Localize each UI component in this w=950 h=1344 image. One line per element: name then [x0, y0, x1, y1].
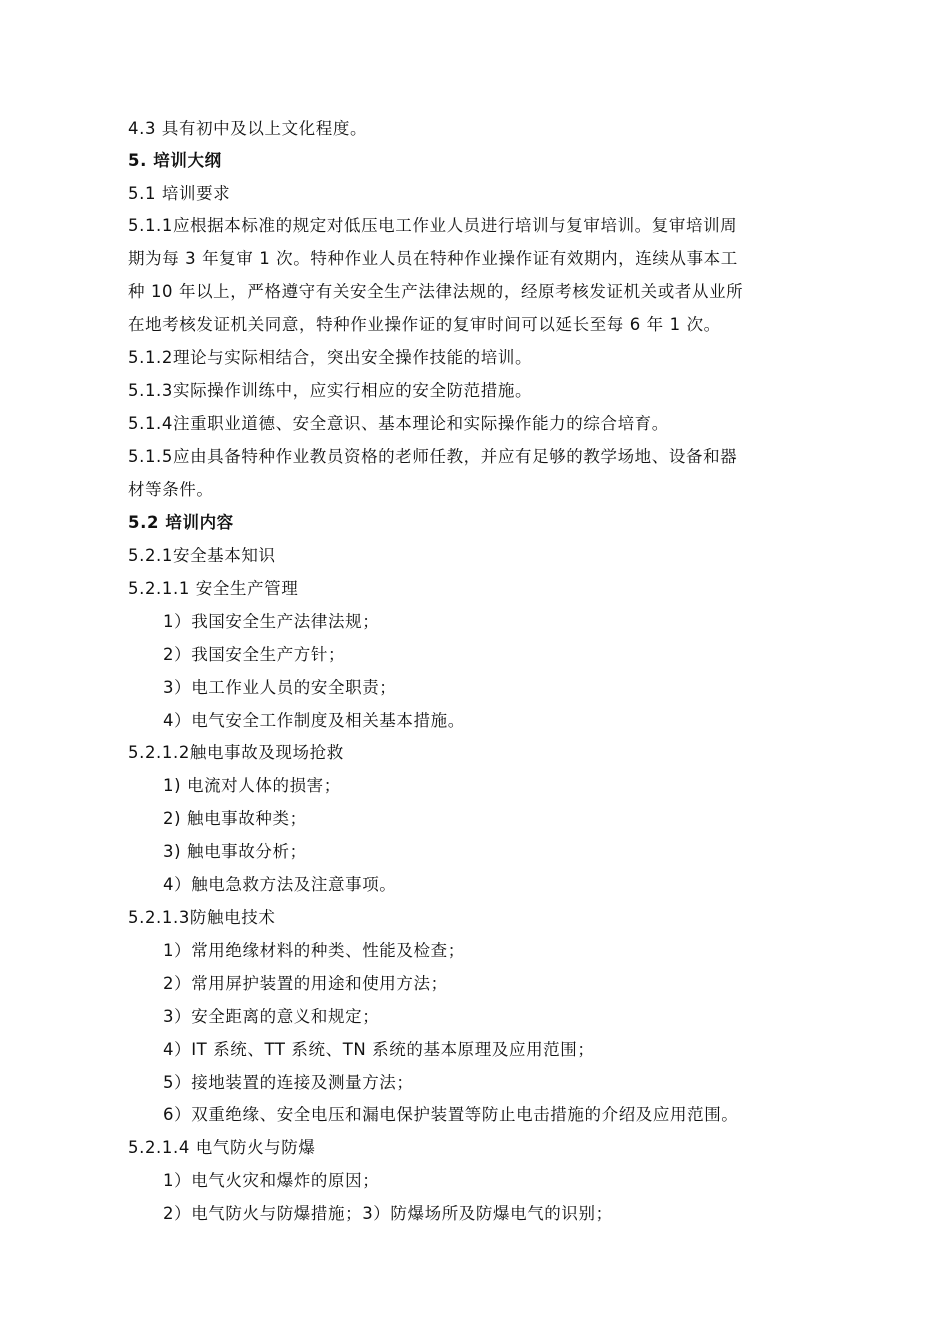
heading-5-2-1-2: 5.2.1.2触电事故及现场抢救	[128, 743, 344, 762]
heading-5-2-1: 5.2.1安全基本知识	[128, 546, 276, 565]
paragraph-5-1-4: 5.1.4注重职业道德、安全意识、基本理论和实际操作能力的综合培育。	[128, 414, 669, 433]
list-item: 2）我国安全生产方针；	[163, 645, 346, 664]
list-item: 2）常用屏护装置的用途和使用方法；	[163, 974, 448, 993]
paragraph-5-1-3: 5.1.3实际操作训练中，应实行相应的安全防范措施。	[128, 381, 533, 400]
heading-5-2-1-1: 5.2.1.1 安全生产管理	[128, 579, 299, 598]
list-item: 4）触电急救方法及注意事项。	[163, 875, 397, 894]
heading-training-content: 5.2 培训内容	[128, 513, 234, 532]
list-item: 3）电工作业人员的安全职责；	[163, 678, 397, 697]
paragraph-5-1-2: 5.1.2理论与实际相结合，突出安全操作技能的培训。	[128, 348, 533, 367]
paragraph-5-1-1-line-4: 在地考核发证机关同意，特种作业操作证的复审时间可以延长至每 6 年 1 次。	[128, 315, 721, 334]
list-item: 3) 触电事故分析；	[163, 842, 307, 861]
list-item: 2) 触电事故种类；	[163, 809, 307, 828]
list-item: 3）安全距离的意义和规定；	[163, 1007, 380, 1026]
heading-training-requirements: 5.1 培训要求	[128, 184, 231, 203]
list-item: 1）常用绝缘材料的种类、性能及检查；	[163, 941, 465, 960]
list-item: 6）双重绝缘、安全电压和漏电保护装置等防止电击措施的介绍及应用范围。	[163, 1105, 739, 1124]
paragraph-5-1-1-line-1: 5.1.1应根据本标准的规定对低压电工作业人员进行培训与复审培训。复审培训周	[128, 216, 738, 235]
heading-5-2-1-3: 5.2.1.3防触电技术	[128, 908, 276, 927]
paragraph-5-1-5-line-1: 5.1.5应由具备特种作业教员资格的老师任教，并应有足够的教学场地、设备和器	[128, 447, 738, 466]
list-item: 5）接地装置的连接及测量方法；	[163, 1073, 414, 1092]
text-line-4-3: 4.3 具有初中及以上文化程度。	[128, 119, 368, 138]
heading-5-2-1-4: 5.2.1.4 电气防火与防爆	[128, 1138, 316, 1157]
list-item: 1）电气火灾和爆炸的原因；	[163, 1171, 380, 1190]
paragraph-5-1-5-line-2: 材等条件。	[128, 480, 214, 499]
heading-training-outline: 5. 培训大纲	[128, 151, 222, 170]
list-item: 4）IT 系统、TT 系统、TN 系统的基本原理及应用范围；	[163, 1040, 595, 1059]
paragraph-5-1-1-line-2: 期为每 3 年复审 1 次。特种作业人员在特种作业操作证有效期内，连续从事本工	[128, 249, 738, 268]
list-item: 1) 电流对人体的损害；	[163, 776, 341, 795]
list-item: 1）我国安全生产法律法规；	[163, 612, 380, 631]
list-item: 2）电气防火与防爆措施；3）防爆场所及防爆电气的识别；	[163, 1204, 613, 1223]
list-item: 4）电气安全工作制度及相关基本措施。	[163, 711, 465, 730]
paragraph-5-1-1-line-3: 种 10 年以上，严格遵守有关安全生产法律法规的，经原考核发证机关或者从业所	[128, 282, 744, 301]
